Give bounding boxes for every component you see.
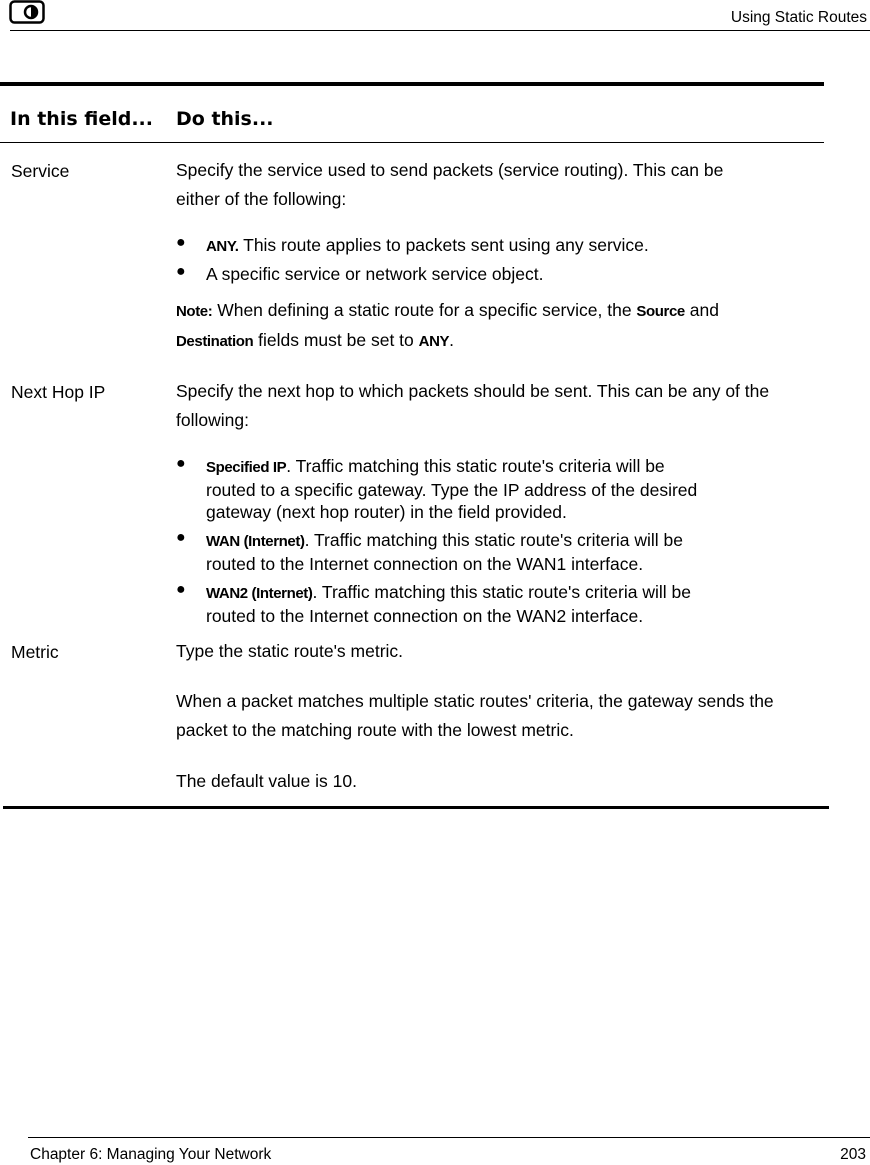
- table-header-rule: [0, 142, 824, 143]
- bullet-dot-icon: ●: [176, 455, 186, 472]
- service-desc-line2: either of the following:: [176, 189, 347, 209]
- column-header-field: In this field...: [10, 108, 153, 130]
- footer-rule: [28, 1137, 870, 1138]
- running-header: Using Static Routes: [730, 9, 867, 26]
- page-number: 203: [840, 1146, 866, 1163]
- bullet-dot-icon: ●: [176, 234, 186, 251]
- field-name-next-hop-ip: Next Hop IP: [11, 382, 106, 402]
- service-note: Note: When defining a static route for a specific service, the Source and Destination fields must be set to ANY.: [176, 300, 719, 350]
- table-top-rule: [0, 82, 824, 86]
- table-bottom-rule: [3, 806, 829, 809]
- metric-desc-3: The default value is 10.: [176, 771, 357, 791]
- footer-chapter: Chapter 6: Managing Your Network: [30, 1146, 272, 1163]
- bullet-dot-icon: ●: [176, 263, 186, 280]
- column-header-action: Do this...: [176, 108, 274, 130]
- bullet-dot-icon: ●: [176, 581, 186, 598]
- bullet-dot-icon: ●: [176, 529, 186, 546]
- next-hop-description: Specify the next hop to which packets should be sent. This can be any of the following:: [176, 381, 770, 430]
- field-name-service: Service: [11, 161, 70, 181]
- metric-desc-1: Type the static route's metric.: [176, 641, 404, 661]
- service-desc-line1: Specify the service used to send packets (service routing). This can be: [176, 160, 724, 180]
- service-description: [176, 156, 821, 214]
- keyword: ANY.: [206, 238, 239, 255]
- field-name-metric: Metric: [11, 642, 59, 662]
- metric-desc-2: When a packet matches multiple static routes' criteria, the gateway sends the packet to the matching route with the lowest metric.: [176, 691, 774, 740]
- header-rule: [10, 30, 870, 31]
- logo-icon: [9, 0, 45, 24]
- note-label: Note:: [176, 303, 213, 320]
